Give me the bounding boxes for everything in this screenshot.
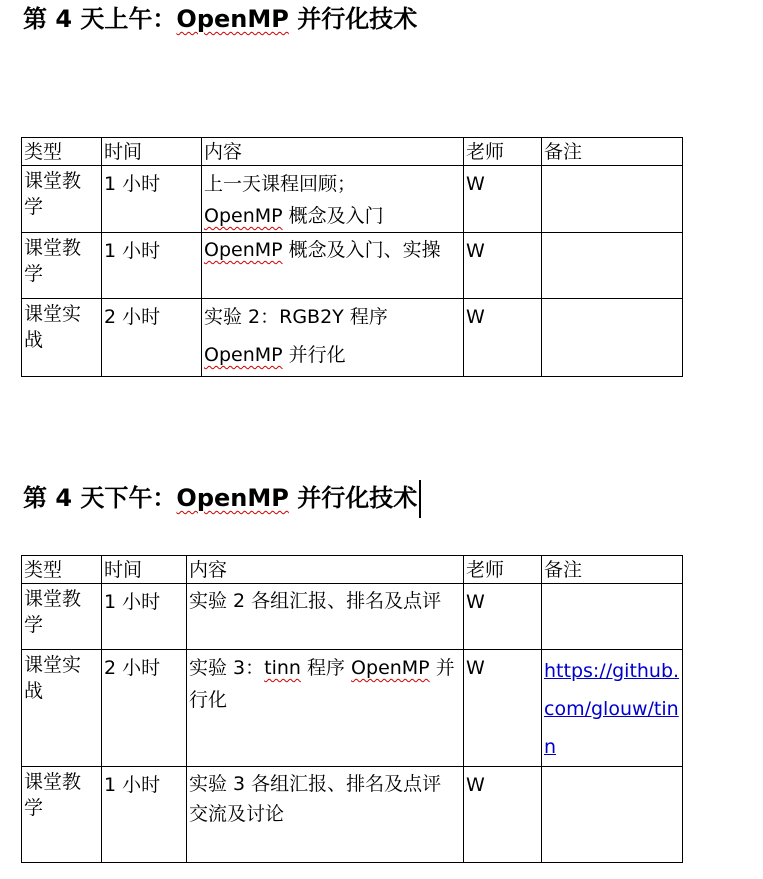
table-row bbox=[22, 767, 683, 863]
cell-type: 课堂教学 bbox=[22, 584, 102, 650]
section1-title-prefix: 第 4 天上午： bbox=[23, 5, 177, 33]
cell-content bbox=[187, 767, 464, 863]
header-type: 类型 bbox=[22, 556, 102, 584]
content-line: 实验 3 各组汇报、排名及点评 bbox=[189, 773, 442, 795]
header-content: 内容 bbox=[202, 138, 464, 166]
cell-teacher: W bbox=[464, 166, 542, 233]
text-cursor bbox=[419, 480, 421, 518]
cell-time: 1 小时 bbox=[102, 233, 202, 299]
section1-title-brand: OpenMP bbox=[176, 5, 289, 33]
cell-time: 2 小时 bbox=[102, 650, 187, 767]
cell-note bbox=[542, 299, 683, 377]
spellcheck-word: tinn bbox=[264, 657, 301, 679]
cell-content bbox=[202, 299, 464, 377]
cell-teacher: W bbox=[464, 767, 542, 863]
cell-note bbox=[542, 650, 683, 767]
cell-content: 实验 3：tinn 程序 OpenMP 并行化 bbox=[187, 650, 464, 767]
cell-teacher: W bbox=[464, 650, 542, 767]
spellcheck-word: OpenMP bbox=[204, 205, 283, 227]
section2-title[interactable] bbox=[23, 480, 421, 518]
header-time: 时间 bbox=[102, 556, 187, 584]
section2-title-suffix: 并行化技术 bbox=[288, 484, 418, 512]
cell-time: 1 小时 bbox=[102, 767, 187, 863]
section1-title-suffix: 并行化技术 bbox=[288, 5, 418, 33]
content-line: OpenMP 概念及入门 bbox=[204, 205, 384, 227]
header-note: 备注 bbox=[542, 138, 683, 166]
content-line: 上一天课程回顾； bbox=[204, 173, 357, 195]
cell-note bbox=[542, 584, 683, 650]
cell-time: 1 小时 bbox=[102, 584, 187, 650]
cell-time: 1 小时 bbox=[102, 166, 202, 233]
cell-note bbox=[542, 233, 683, 299]
content-line: 实验 2：RGB2Y 程序 bbox=[204, 306, 388, 328]
spellcheck-word: OpenMP bbox=[204, 344, 283, 366]
spellcheck-word: OpenMP bbox=[204, 239, 283, 261]
cell-content: OpenMP 概念及入门、实操 bbox=[202, 233, 464, 299]
header-time: 时间 bbox=[102, 138, 202, 166]
cell-teacher: W bbox=[464, 584, 542, 650]
schedule-table-morning bbox=[21, 137, 683, 377]
cell-content bbox=[202, 166, 464, 233]
cell-type: 课堂实战 bbox=[22, 299, 102, 377]
table-header-row bbox=[22, 138, 683, 166]
cell-note bbox=[542, 767, 683, 863]
cell-content: 实验 2 各组汇报、排名及点评 bbox=[187, 584, 464, 650]
cell-note bbox=[542, 166, 683, 233]
table-row bbox=[22, 584, 683, 650]
cell-teacher: W bbox=[464, 299, 542, 377]
github-link[interactable]: https://github.com/glouw/tinn bbox=[544, 660, 680, 758]
header-content: 内容 bbox=[187, 556, 464, 584]
section2-title-brand: OpenMP bbox=[176, 484, 289, 512]
header-note: 备注 bbox=[542, 556, 683, 584]
header-teacher: 老师 bbox=[464, 556, 542, 584]
cell-type: 课堂教学 bbox=[22, 233, 102, 299]
cell-type: 课堂教学 bbox=[22, 767, 102, 863]
section2-title-prefix: 第 4 天下午： bbox=[23, 484, 177, 512]
cell-time: 2 小时 bbox=[102, 299, 202, 377]
table-row bbox=[22, 166, 683, 233]
cell-type: 课堂实战 bbox=[22, 650, 102, 767]
table-header-row bbox=[22, 556, 683, 584]
spellcheck-word: OpenMP bbox=[351, 657, 430, 679]
content-line: 交流及讨论 bbox=[189, 803, 285, 825]
cell-teacher: W bbox=[464, 233, 542, 299]
schedule-table-afternoon bbox=[21, 555, 683, 863]
section1-title bbox=[23, 1, 417, 37]
table-row bbox=[22, 299, 683, 377]
table-row bbox=[22, 650, 683, 767]
header-teacher: 老师 bbox=[464, 138, 542, 166]
content-line: OpenMP 并行化 bbox=[204, 344, 346, 366]
table-row bbox=[22, 233, 683, 299]
cell-type: 课堂教学 bbox=[22, 166, 102, 233]
header-type: 类型 bbox=[22, 138, 102, 166]
